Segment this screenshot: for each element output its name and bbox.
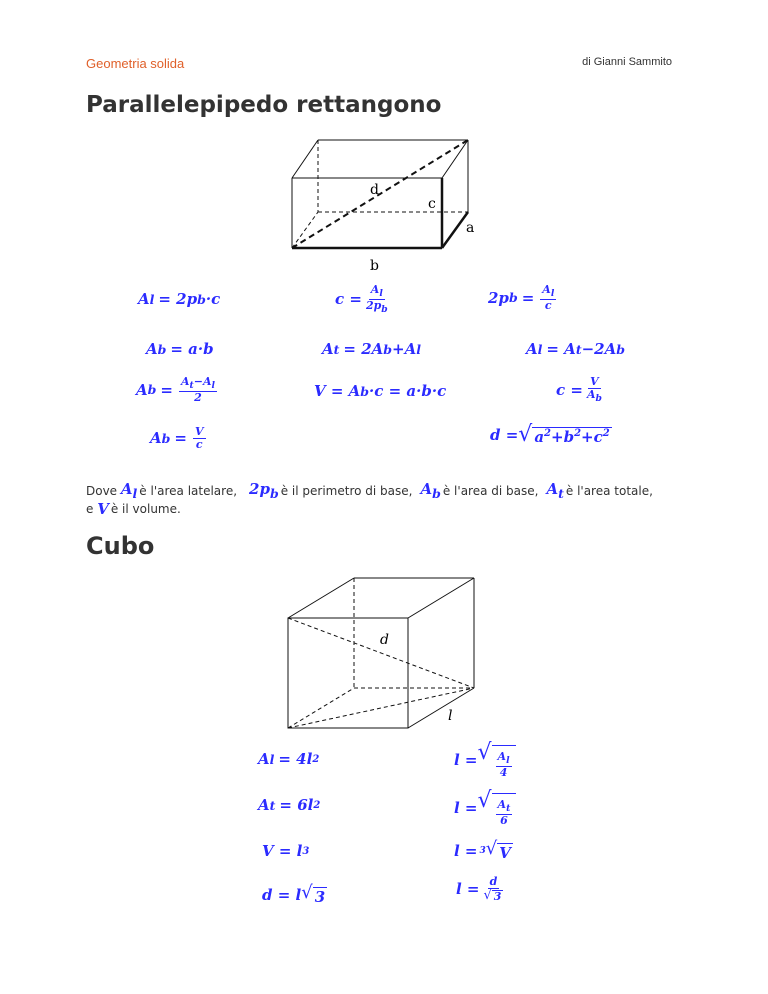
formula-cube-side-from-diagonal: l = d √ 3 — [456, 875, 502, 903]
formula-perimeter-base: 2p b = $\frac{A_l}{c}$ — [488, 283, 555, 312]
parallelepiped-figure — [286, 128, 482, 276]
formula-c-from-lateral: c = $\frac{A_l}{2p_b}$ — [335, 283, 388, 315]
formula-base-from-volume: A b = $\frac{V}{c}$ — [150, 425, 204, 451]
description-line-1: Dove $A_l$ è l'area latelare, $2p_b$ è il perimetro di base, $A_b$ è l'area di base, $A_t$ è l'area totale, — [86, 480, 653, 501]
description-line-2: e V è il volume. — [86, 500, 181, 518]
section-title-cube: Cubo — [86, 532, 155, 560]
formula-cube-side-from-lateral: l = √ $\frac{A_l}{4}$ — [454, 742, 516, 778]
formula-lateral-area: A l = 2p b ·c — [138, 290, 221, 308]
formula-volume: V = A b ·c = a·b·c — [314, 382, 447, 400]
figure-label-a: a — [466, 220, 475, 236]
formula-lateral-from-total: A l = A t −2A b — [526, 340, 626, 358]
cube-label-d: d — [380, 632, 389, 648]
section-title-parallelepiped: Parallelepipedo rettangono — [86, 92, 442, 118]
formula-cube-diagonal: d = l √ 3 — [262, 882, 326, 906]
figure-label-d: d — [370, 182, 379, 198]
formula-diagonal: d = √ $a^2+b^2+c^2$ — [490, 422, 610, 447]
formula-cube-lateral-area: A l = 4l 2 — [258, 750, 320, 768]
formula-cube-volume: V = l 3 — [262, 842, 310, 860]
formula-c-from-volume: c = $\frac{V}{A_b}$ — [556, 375, 602, 404]
figure-label-b: b — [370, 258, 379, 274]
cube-label-l: l — [448, 708, 453, 724]
formula-cube-total-area: A t = 6l 2 — [258, 796, 321, 814]
formula-base-area: A b = a·b — [146, 340, 214, 358]
formula-total-area: A t = 2A b +A l — [322, 340, 422, 358]
formula-cube-side-from-total: l = √ $\frac{A_t}{6}$ — [454, 790, 516, 826]
formula-cube-side-from-volume: l = 3 √ V — [454, 838, 511, 862]
formula-base-from-total: A b = $\frac{A_t-A_l}{2}$ — [136, 375, 215, 404]
author-label: di Gianni Sammito — [582, 56, 672, 68]
section-label: Geometria solida — [86, 56, 185, 71]
cube-figure — [284, 576, 480, 732]
figure-label-c: c — [428, 196, 436, 212]
